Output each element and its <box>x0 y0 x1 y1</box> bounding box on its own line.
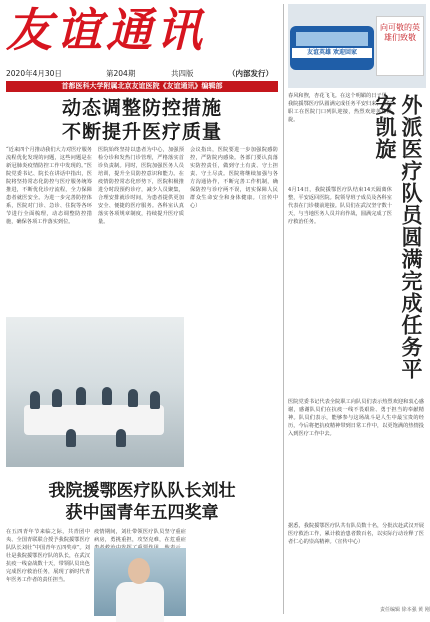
page-count: 共四版 <box>171 69 194 78</box>
right-body3: 据悉，我院援鄂医疗队共有队员数十名，分批次赴武汉开展医疗救治工作，累计救治患者数百名，以实际行动诠释了医者仁心的崇高精神。（宣传中心） <box>288 523 424 545</box>
bus-graphic <box>290 26 374 70</box>
editor-credit: 责任编辑 徐本强 黄 刚 <box>380 607 430 613</box>
second-headline <box>6 480 278 524</box>
lead-headline-line1: 动态调整防控措施 <box>61 97 222 119</box>
lead-headline-line2: 不断提升医疗质量 <box>61 121 222 143</box>
editorial-banner: 首都医科大学附属北京友谊医院《友谊通讯》编辑部 <box>6 81 278 92</box>
welcome-sign: 向可敬的英雄们致敬 <box>376 16 424 76</box>
issue-number: 第204期 <box>106 69 136 78</box>
issue-info-bar <box>6 66 278 80</box>
newspaper-title: 友谊通讯 <box>6 3 206 57</box>
article2-col2: 疫情期间，刘壮带领医疗队员坚守重症病房，勇挑重担，攻坚克难，在危重症 <box>94 529 186 543</box>
article2-col3 <box>190 528 278 614</box>
article1-col2: 医院始终坚持以患者为中心，加强预检分诊和发热门诊管理，严格落实首诊负责制。同时，医院加强医务人员培训，提升全员防控意识和能力。在疫情防控常态化形势下，医院积极推进分时段预约诊疗，减少人员聚集，合理安排就诊时间，为患者提供更加安全、便捷的医疗服务。各科室认真落实各项规章制度，持续提升医疗质量。 <box>98 147 184 225</box>
right-body2: 医院党委书记代表全院职工向队员们表示热烈欢迎和衷心感谢，感谢队员们在抗疫一线不畏艰险、勇于担当的奉献精神。队员们表示，能够参与这场战斗是人生中最宝贵的经历，今后将把抗疫精神带到日常工作中，以更饱满的热情投入到医疗工作中去。 <box>288 399 424 437</box>
second-headline-line1: 我院援鄂医疗队队长刘壮 <box>48 481 236 501</box>
article1-col1: “近来四个月推动我们大力对医疗服务流程优化发现的问题，这些问题是在新冠肺炎疫情防控工作中发现的。”医院党委书记、院长在讲话中指出，医院将坚持常态化防控与医疗服务统筹推进，不断优化诊疗流程，全力保障患者就医安全。为进一步完善防控体系，医院对门诊、急诊、住院等各环节进行全面梳理，动态调整防控措施，确保各项工作落实到位。 <box>6 147 92 225</box>
welcome-photo <box>288 4 426 88</box>
lead-headline <box>6 96 278 144</box>
portrait-photo <box>94 548 186 616</box>
bus-banner: 友谊英雄 欢迎回家 <box>292 48 372 58</box>
issue-date: 2020年4月30日 <box>6 69 62 78</box>
vertical-headline: 外派医疗队员圆满完成任务平安凯旋 <box>373 94 424 380</box>
article2-col1: 在五四青年节来临之际，共青团中央、全国青联联合授予我院援鄂医疗队队长刘壮“中国青年五四奖章”。刘壮是我院援鄂医疗队的队长，在武汉抗疫一线奋战数十天，带领队员出色完成医疗救治任务，展现了新时代青年医务工作者的责任担当。 <box>6 529 90 583</box>
article1-col3: 会议指出，医院要进一步加强院感防控，严防院内感染。各部门要认真落实防控责任，做到守土有责、守土担责、守土尽责。医院将继续加强与各方沟通协作，不断完善工作机制，确保防控与诊疗两不误，切实保障人民群众生命安全和身体健康。（宣传中心） <box>190 147 278 209</box>
second-headline-line2: 获中国青年五四奖章 <box>65 503 219 523</box>
column-divider <box>283 4 284 614</box>
meeting-photo <box>6 317 184 467</box>
right-intro: 春风和煦，杏花飞飞。在这个明媚的日子里，我院援鄂医疗队圆满完成任务平安归来，全院职工在医院门口列队迎接，热烈欢迎英雄凯旋。 <box>288 93 392 123</box>
internal-label: （内部发行） <box>228 69 273 78</box>
right-body1: 4月14日，我院援鄂医疗队结束14天隔离休整，平安返回医院。院领导班子成员及各科室代表在门诊楼前迎接。队员们在武汉坚守数十天，与当地医务人员并肩作战，圆满完成了医疗救治任务。 <box>288 187 392 225</box>
masthead <box>6 4 276 66</box>
